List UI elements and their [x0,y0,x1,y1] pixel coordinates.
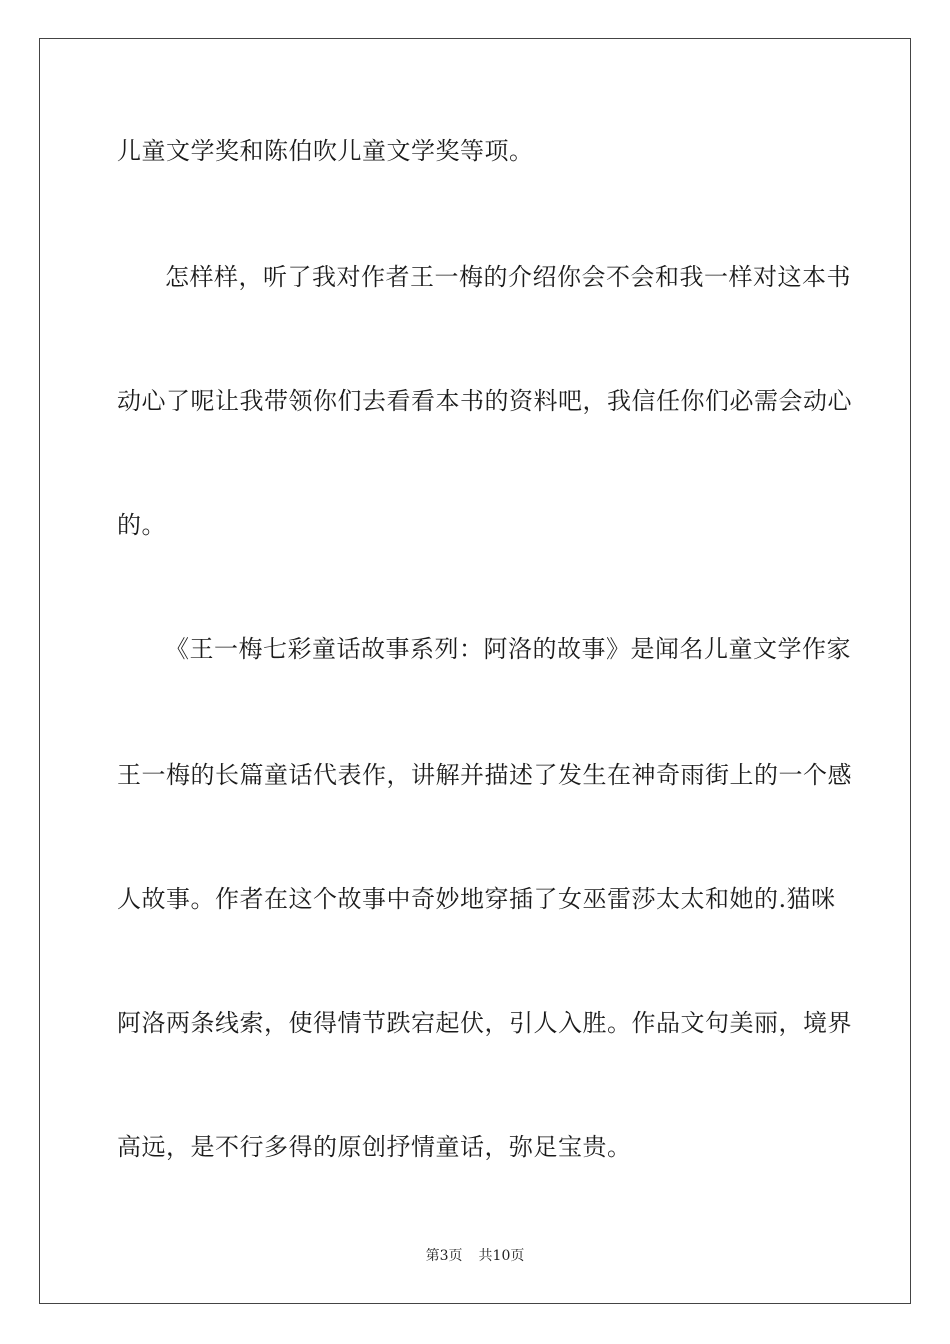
page-border [39,38,911,1304]
text-line-6: 王一梅的长篇童话代表作，讲解并描述了发生在神奇雨街上的一个感 [117,761,852,789]
text-line-5: 《王一梅七彩童话故事系列：阿洛的故事》是闻名儿童文学作家 [165,635,851,663]
page-total: 共10页 [478,1248,525,1264]
text-line-4: 的。 [117,511,166,539]
text-line-2: 怎样样，听了我对作者王一梅的介绍你会不会和我一样对这本书 [165,263,851,291]
page-footer [0,1247,950,1265]
text-line-9: 高远，是不行多得的原创抒情童话，弥足宝贵。 [117,1133,632,1161]
text-line-7: 人故事。作者在这个故事中奇妙地穿插了女巫雷莎太太和她的.猫咪 [117,885,836,913]
text-line-8: 阿洛两条线索，使得情节跌宕起伏，引人入胜。作品文句美丽，境界 [117,1009,852,1037]
text-line-3: 动心了呢让我带领你们去看看本书的资料吧，我信任你们必需会动心 [117,387,852,415]
text-line-1: 儿童文学奖和陈伯吹儿童文学奖等项。 [117,137,534,165]
page-number: 第3页 [425,1248,463,1264]
